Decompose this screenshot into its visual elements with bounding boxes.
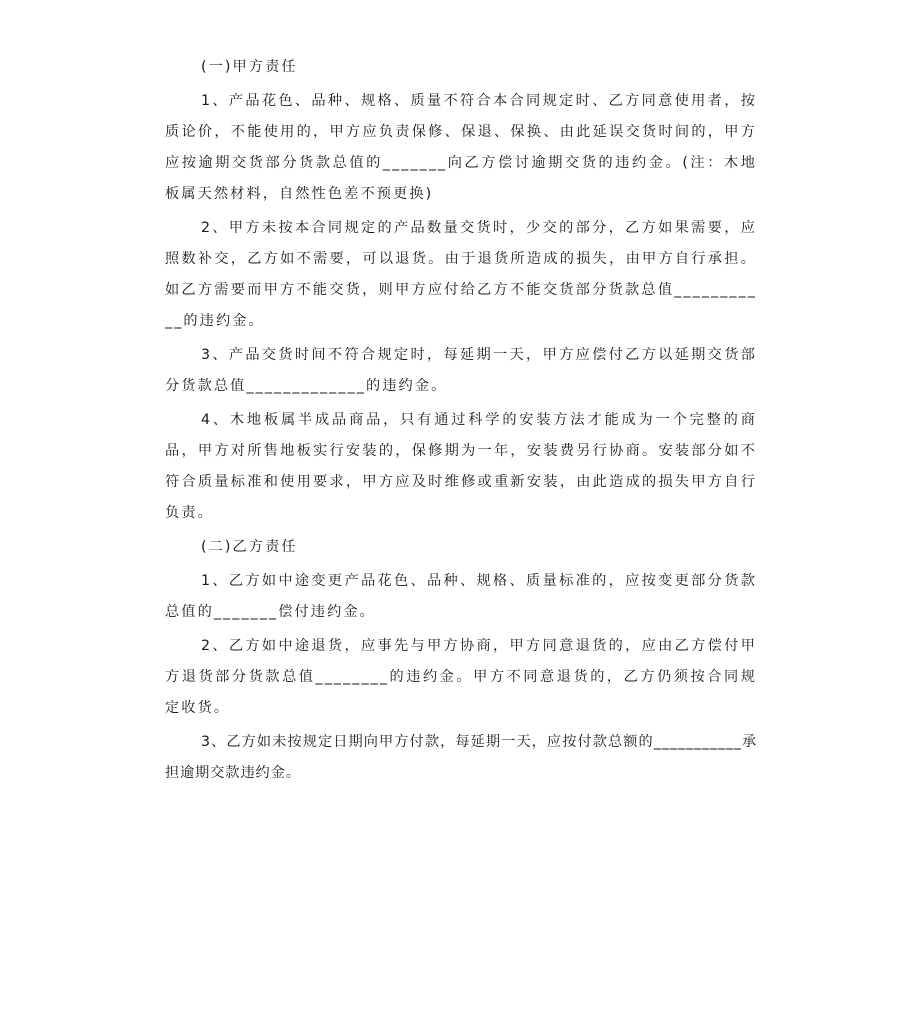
- section-b-paragraph-2: 2、乙方如中途退货，应事先与甲方协商，甲方同意退货的，应由乙方偿付甲方退货部分货款总值________的违约金。甲方不同意退货的，乙方仍须按合同规定收货。: [165, 638, 757, 716]
- section-b-heading: (二)乙方责任: [201, 539, 298, 555]
- section-a-paragraph-3: 3、产品交货时间不符合规定时，每延期一天，甲方应偿付乙方以延期交货部分货款总值_____________的违约金。: [165, 347, 757, 394]
- section-a-paragraph-1: 1、产品花色、品种、规格、质量不符合本合同规定时、乙方同意使用者，按质论价，不能使用的，甲方应负责保修、保退、保换、由此延误交货时间的，甲方应按逾期交货部分货款总值的_______向乙方偿讨逾期交货的违约金。(注：木地板属天然材料，自然性色差不预更换): [165, 93, 757, 202]
- section-b-paragraph-1: 1、乙方如中途变更产品花色、品种、规格、质量标准的，应按变更部分货款总值的_______偿付违约金。: [165, 573, 757, 620]
- section-a-heading: (一)甲方责任: [201, 59, 298, 75]
- contract-page: [165, 52, 757, 792]
- section-b-paragraph-3: 3、乙方如未按规定日期向甲方付款，每延期一天，应按付款总额的___________承担逾期交款违约金。: [165, 734, 757, 781]
- section-a-paragraph-4: 4、木地板属半成品商品，只有通过科学的安装方法才能成为一个完整的商品，甲方对所售地板实行安装的，保修期为一年，安装费另行协商。安装部分如不符合质量标准和使用要求，甲方应及时维修或重新安装，由此造成的损失甲方自行负责。: [165, 412, 757, 521]
- section-a-paragraph-2: 2、甲方未按本合同规定的产品数量交货时，少交的部分，乙方如果需要，应照数补交，乙方如不需要，可以退货。由于退货所造成的损失，由甲方自行承担。如乙方需要而甲方不能交货，则甲方应付给乙方不能交货部分货款总值___________的违约金。: [165, 220, 757, 329]
